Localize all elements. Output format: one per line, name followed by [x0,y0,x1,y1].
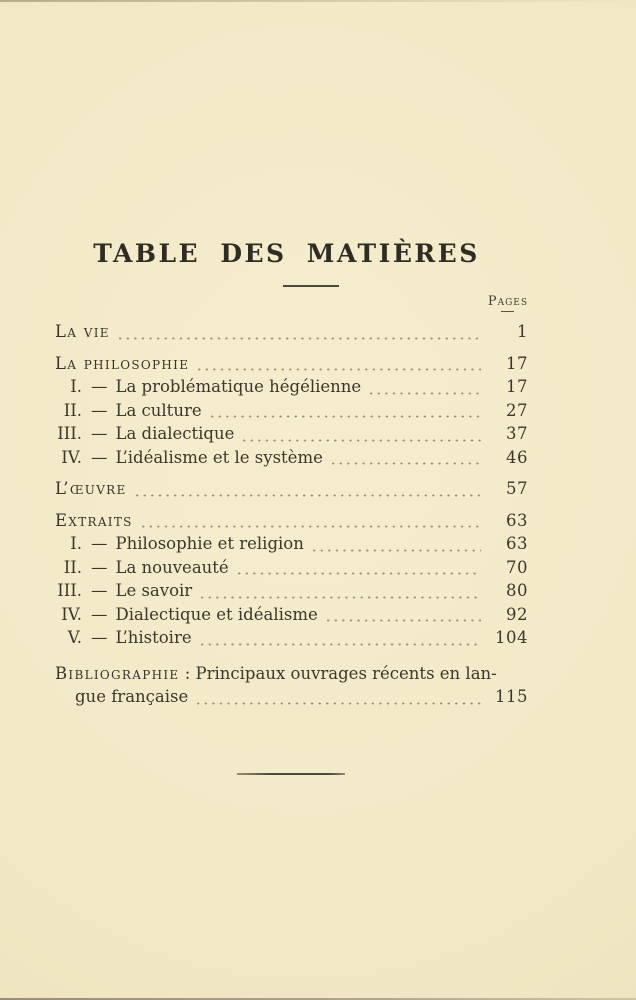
roman-numeral: III. [57,581,82,600]
dot-leader [136,493,481,498]
roman-numeral: IV. [61,447,82,467]
end-rule [237,773,345,775]
toc-row-sub [55,446,528,470]
em-dash: — [91,447,108,467]
bibliography-text: : Principaux ouvrages récents en lan- [179,663,497,683]
page-number: 92 [506,604,528,624]
entry-label: La problématique hégélienne [115,377,362,396]
section-label: La vie [55,322,110,341]
toc-content [55,240,528,709]
dot-leader [119,336,481,341]
entry-label: Le savoir [115,581,193,600]
page-number: 63 [506,534,528,553]
page-number: 37 [506,424,528,443]
section-label: Extraits [55,510,133,530]
toc-row-section [55,509,528,533]
toc-row-sub [55,603,528,627]
em-dash: — [91,628,108,647]
page-number: 27 [506,400,528,420]
roman-numeral: IV. [61,604,82,624]
title-rule [283,285,339,287]
dot-leader [332,461,481,466]
toc-row-sub [55,375,528,399]
entry-label: La nouveauté [115,557,229,577]
roman-numeral: III. [57,424,82,443]
toc-row-sub [55,579,528,603]
dot-leader [142,524,481,529]
roman-numeral: V. [67,628,82,647]
em-dash: — [91,557,108,577]
entry-label: Philosophie et religion [115,534,304,553]
table-of-contents [55,320,528,709]
em-dash: — [91,400,108,420]
entry-label: Dialectique et idéalisme [115,604,318,624]
dot-leader [211,414,481,419]
section-label: L’œuvre [55,479,127,498]
page-number: 17 [506,353,528,373]
dot-leader [197,701,481,706]
entry-label: L’idéalisme et le système [115,447,323,467]
bibliography-line1 [55,662,528,686]
pages-column-header [55,294,528,312]
page-number: 17 [506,377,528,396]
section-label: La philosophie [55,353,190,373]
page-number: 1 [517,322,528,341]
toc-row-sub [55,556,528,580]
bibliography-text-continued: gue française [75,687,189,706]
dot-leader [201,595,481,600]
page-number: 104 [495,628,528,647]
bibliography-line2 [55,685,528,709]
dot-leader [313,548,481,553]
page-title: TABLE DES MATIÈRES [93,239,480,268]
em-dash: — [91,424,108,443]
roman-numeral: II. [63,557,82,577]
page-number: 70 [506,557,528,577]
bibliography-label: Bibliographie [55,663,180,683]
page-number: 57 [506,479,528,498]
toc-row-section [55,477,528,501]
toc-row-sub [55,626,528,650]
toc-row-section [55,352,528,376]
roman-numeral: I. [70,534,82,553]
roman-numeral: II. [63,400,82,420]
dot-leader [201,642,481,647]
dot-leader [198,367,481,372]
toc-row-sub [55,532,528,556]
toc-row-sub [55,399,528,423]
entry-label: La dialectique [115,424,235,443]
page-number: 46 [506,447,528,467]
toc-row-sub [55,422,528,446]
em-dash: — [91,377,108,396]
em-dash: — [91,604,108,624]
page-number: 63 [506,510,528,530]
toc-row-section [55,320,528,344]
roman-numeral: I. [70,377,82,396]
em-dash: — [91,581,108,600]
page-number: 80 [506,581,528,600]
pages-label: Pages [488,294,528,312]
em-dash: — [91,534,108,553]
dot-leader [327,618,481,623]
dot-leader [238,571,481,576]
entry-label: La culture [115,400,202,420]
entry-label: L’histoire [115,628,192,647]
page-number: 115 [495,687,528,706]
dot-leader [370,391,481,396]
dot-leader [243,438,481,443]
